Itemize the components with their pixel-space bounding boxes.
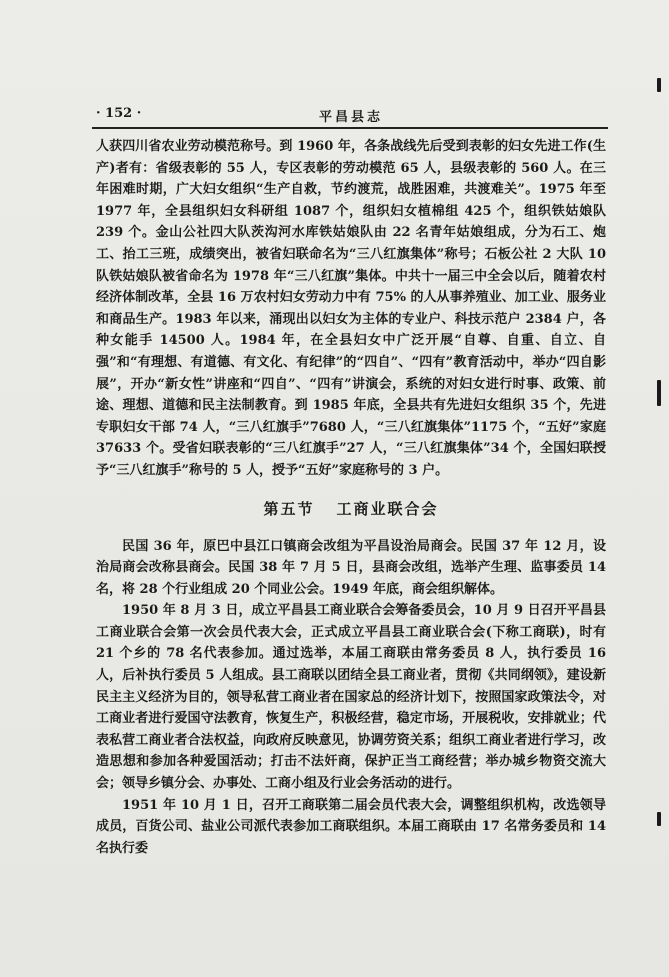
paragraph: 人获四川省农业劳动模范称号。到 1960 年，各条战线先后受到表彰的妇女先进工作(生产)者有：省级表彰的 55 人，专区表彰的劳动模范 65 人，县级表彰的 560 人。在三年困难时期，广大妇女组织“生产自救，节约渡荒，战胜困难，共渡难关”。1975 年至 1977 年，全县组织妇女科研组 1087 个，组织妇女植棉组 425 个，组织铁姑娘队 239 个。金山公社四大队茨沟河水库铁姑娘队由 22 名青年姑娘组成，分为石工、炮工、抬工三班，成绩突出，被省妇联命名为“三八红旗集体”称号；石板公社 2 大队 10 队铁姑娘队被省命名为 1978 年“三八红旗”集体。中共十一届三中全会以后，随着农村经济体制改革，全县 16 万农村妇女劳动力中有 75% 的人从事养殖业、加工业、服务业和商品生产。1983 年以来，涌现出以妇女为主体的专业户、科技示范户 2384 户，各种女能手 14500 人。1984 年，在全县妇女中广泛开展“自尊、自重、自立、自强”和“有理想、有道德、有文化、有纪律”的“四自”、“四有”教育活动中，举办“四自影展”，开办“新女性”讲座和“四自”、“四有”讲演会，系统的对妇女进行时事、政策、前途、理想、道德和民主法制教育。到 1985 年底，全县共有先进妇女组织 35 个，先进专职妇女干部 74 人，“三八红旗手”7680 人，“三八红旗集体”1175 个，“五好”家庭 37633 个。受省妇联表彰的“三八红旗手”27 人，“三八红旗集体”34 个，全国妇联授予“三八红旗手”称号的 5 人，授予“五好”家庭称号的 3 户。 [96,139,606,478]
paragraph: 民国 36 年，原巴中县江口镇商会改组为平昌设治局商会。民国 37 年 12 月，设治局商会改称县商会。民国 38 年 7 月 5 日，县商会改组，选举产生理、监事委员 14 名，将 28 个行业组成 20 个同业公会。1949 年底，商会组织解体。 [96,538,606,597]
section-heading [96,498,606,520]
paragraph: 1951 年 10 月 1 日，召开工商联第二届会员代表大会，调整组织机构，改选领导成员，百货公司、盐业公司派代表参加工商联组织。本届工商联由 17 名常务委员和 14 名执行委 [96,797,606,856]
document-body [96,136,606,859]
paragraph: 1950 年 8 月 3 日，成立平昌县工商业联合会筹备委员会，10 月 9 日召开平昌县工商业联合会第一次会员代表大会，正式成立平昌县工商业联合会(下称工商联)，时有 21 个乡的 78 名代表参加。通过选举，本届工商联由常务委员 8 人，执行委员 16 人，后补执行委员 5 人组成。县工商联以团结全县工商业者，贯彻《共同纲领》，建设新民主主义经济为目的，领导私营工商业者在国家总的经济计划下，按照国家政策法令，对工商业者进行爱国守法教育，恢复生产，积极经营，稳定市场，开展税收，安排就业；代表私营工商业者合法权益，向政府反映意见，协调劳资关系；组织工商业者进行学习，改造思想和参加各种爱国活动；打击不法奸商，保护正当工商经营；举办城乡物资交流大会；领导乡镇分会、办事处、工商小组及行业会务活动的进行。 [96,603,606,792]
page-header [96,104,606,126]
margin-mark [657,380,661,406]
header-rule [92,127,608,129]
margin-mark [657,812,661,826]
margin-mark [657,78,661,92]
section-title: 工商业联合会 [336,499,439,518]
section-number: 第五节 [263,499,315,518]
page-number: · 152 · [96,106,142,121]
book-title: 平昌县志 [318,110,383,125]
